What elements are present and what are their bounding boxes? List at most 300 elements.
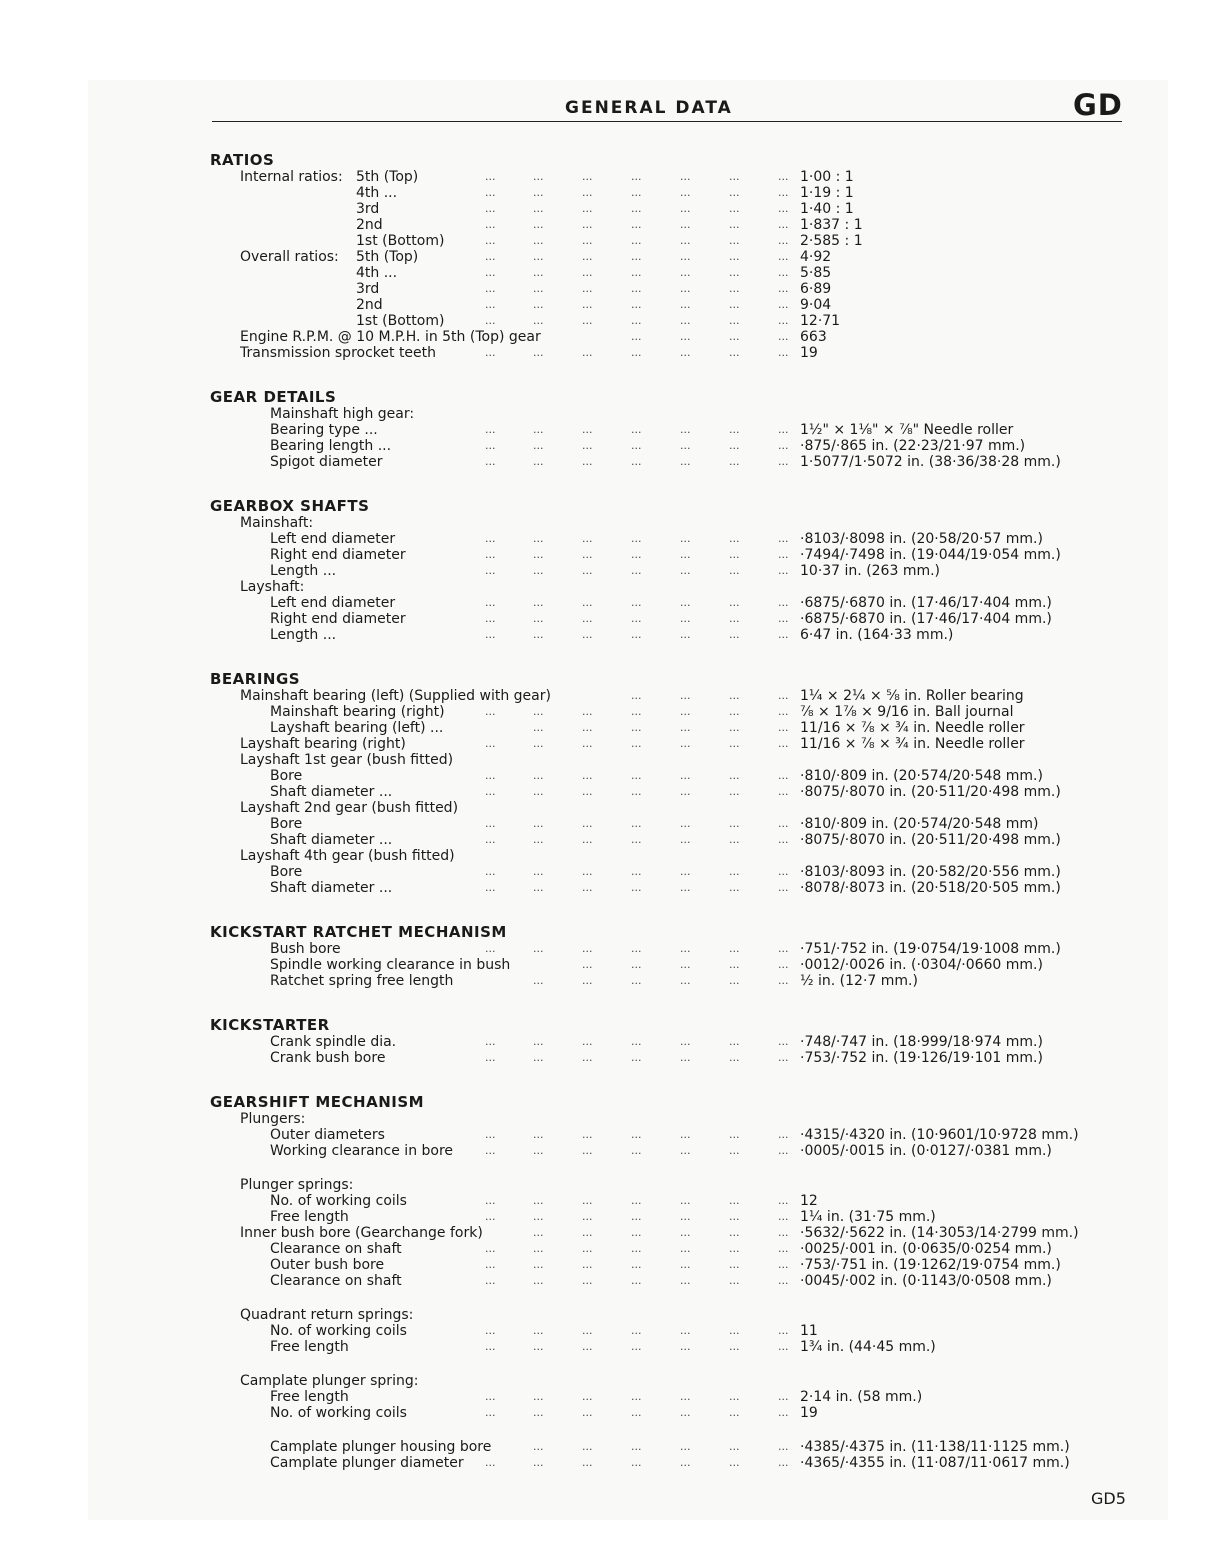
leader-dots: ...	[485, 282, 496, 295]
leader-dots: ...	[631, 596, 642, 609]
spec-row	[210, 1034, 1110, 1050]
spec-label: Layshaft bearing (right)	[240, 736, 406, 752]
leader-dots: ...	[631, 250, 642, 263]
leader-dots: ...	[485, 532, 496, 545]
spec-row	[210, 1177, 1110, 1193]
spec-label: Ratchet spring free length	[270, 973, 454, 989]
leader-dots: ...	[778, 769, 789, 782]
leader-dots: ...	[485, 548, 496, 561]
leader-dots: ...	[485, 881, 496, 894]
leader-dots: ...	[485, 705, 496, 718]
spec-row	[210, 800, 1110, 816]
spec-label: 4th ...	[356, 185, 398, 201]
leader-dots: ...	[582, 737, 593, 750]
leader-dots: ...	[778, 282, 789, 295]
leader-dots: ...	[631, 1456, 642, 1469]
leader-dots: ...	[582, 817, 593, 830]
leader-dots: ...	[533, 439, 544, 452]
leader-dots: ...	[680, 1406, 691, 1419]
spec-row	[210, 563, 1110, 579]
spec-row	[210, 1455, 1110, 1471]
leader-dots: ...	[680, 596, 691, 609]
leader-dots: ...	[533, 314, 544, 327]
leader-dots: ...	[485, 865, 496, 878]
spec-label: Free length	[270, 1209, 349, 1225]
leader-dots: ...	[533, 186, 544, 199]
leader-dots: ...	[778, 330, 789, 343]
spec-value: 1·5077/1·5072 in. (38·36/38·28 mm.)	[800, 454, 1061, 470]
leader-dots: ...	[729, 1258, 740, 1271]
leader-dots: ...	[778, 1406, 789, 1419]
leader-dots: ...	[680, 737, 691, 750]
leader-dots: ...	[485, 1274, 496, 1287]
spec-row	[210, 941, 1110, 957]
spec-row	[210, 720, 1110, 736]
leader-dots: ...	[533, 266, 544, 279]
leader-dots: ...	[485, 186, 496, 199]
spec-row	[210, 768, 1110, 784]
spec-value: 6·47 in. (164·33 mm.)	[800, 627, 954, 643]
spec-label: Outer diameters	[270, 1127, 385, 1143]
leader-dots: ...	[533, 532, 544, 545]
spec-value: 1½" × 1⅛" × ⅞" Needle roller	[800, 422, 1014, 438]
leader-dots: ...	[533, 234, 544, 247]
leader-dots: ...	[729, 958, 740, 971]
leader-dots: ...	[631, 628, 642, 641]
section-heading: RATIOS	[210, 151, 275, 169]
leader-dots: ...	[485, 170, 496, 183]
leader-dots: ...	[582, 234, 593, 247]
leader-dots: ...	[582, 314, 593, 327]
leader-dots: ...	[778, 455, 789, 468]
spec-row	[210, 1389, 1110, 1405]
section-heading: GEAR DETAILS	[210, 388, 337, 406]
spec-label: Mainshaft high gear:	[270, 406, 415, 422]
leader-dots: ...	[680, 250, 691, 263]
spec-value: ·751/·752 in. (19·0754/19·1008 mm.)	[800, 941, 1061, 957]
row-gap	[210, 1289, 1110, 1307]
leader-dots: ...	[631, 1324, 642, 1337]
leader-dots: ...	[631, 439, 642, 452]
leader-dots: ...	[680, 1051, 691, 1064]
spec-label: Transmission sprocket teeth	[240, 345, 437, 361]
section-gap	[210, 896, 1110, 924]
leader-dots: ...	[533, 1051, 544, 1064]
leader-dots: ...	[485, 769, 496, 782]
spec-label: Bush bore	[270, 941, 341, 957]
section-gap	[210, 989, 1110, 1017]
leader-dots: ...	[729, 314, 740, 327]
spec-value: 1·00 : 1	[800, 169, 854, 185]
page-number: GD5	[1091, 1489, 1126, 1508]
leader-dots: ...	[729, 1226, 740, 1239]
leader-dots: ...	[533, 564, 544, 577]
spec-label: Camplate plunger housing bore	[270, 1439, 492, 1455]
leader-dots: ...	[680, 1258, 691, 1271]
leader-dots: ...	[729, 1456, 740, 1469]
leader-dots: ...	[729, 234, 740, 247]
leader-dots: ...	[485, 817, 496, 830]
leader-dots: ...	[631, 1258, 642, 1271]
spec-label: Spigot diameter	[270, 454, 383, 470]
spec-label: Engine R.P.M. @ 10 M.P.H. in 5th (Top) gear	[240, 329, 541, 345]
spec-value: 2·585 : 1	[800, 233, 863, 249]
spec-row	[210, 1193, 1110, 1209]
spec-value: ·6875/·6870 in. (17·46/17·404 mm.)	[800, 595, 1052, 611]
leader-dots: ...	[680, 423, 691, 436]
spec-label: Bore	[270, 864, 303, 880]
leader-dots: ...	[533, 1406, 544, 1419]
spec-label: No. of working coils	[270, 1323, 407, 1339]
section-gap	[210, 1066, 1110, 1094]
leader-dots: ...	[533, 202, 544, 215]
leader-dots: ...	[680, 1274, 691, 1287]
section-heading: GEARSHIFT MECHANISM	[210, 1093, 425, 1111]
spec-row	[210, 595, 1110, 611]
spec-value: 1·837 : 1	[800, 217, 863, 233]
leader-dots: ...	[680, 548, 691, 561]
leader-dots: ...	[582, 564, 593, 577]
spec-value: 1·19 : 1	[800, 185, 854, 201]
spec-label: 2nd	[356, 217, 383, 233]
spec-row	[210, 579, 1110, 595]
spec-row	[210, 816, 1110, 832]
leader-dots: ...	[729, 282, 740, 295]
leader-dots: ...	[631, 423, 642, 436]
leader-dots: ...	[680, 218, 691, 231]
leader-dots: ...	[582, 974, 593, 987]
leader-dots: ...	[729, 250, 740, 263]
spec-row	[210, 1050, 1110, 1066]
spec-value: 10·37 in. (263 mm.)	[800, 563, 941, 579]
leader-dots: ...	[729, 202, 740, 215]
leader-dots: ...	[631, 721, 642, 734]
leader-dots: ...	[729, 1128, 740, 1141]
spec-label: No. of working coils	[270, 1405, 407, 1421]
leader-dots: ...	[778, 548, 789, 561]
leader-dots: ...	[680, 266, 691, 279]
spec-row	[210, 438, 1110, 454]
spec-value: ·0025/·001 in. (0·0635/0·0254 mm.)	[800, 1241, 1052, 1257]
leader-dots: ...	[485, 250, 496, 263]
leader-dots: ...	[631, 833, 642, 846]
spec-row	[210, 297, 1110, 313]
leader-dots: ...	[729, 1390, 740, 1403]
spec-row	[210, 345, 1110, 361]
spec-row	[210, 1209, 1110, 1225]
leader-dots: ...	[778, 689, 789, 702]
spec-label: Quadrant return springs:	[240, 1307, 414, 1323]
leader-dots: ...	[485, 218, 496, 231]
spec-label: Left end diameter	[270, 531, 396, 547]
leader-dots: ...	[533, 250, 544, 263]
leader-dots: ...	[582, 1194, 593, 1207]
spec-value: 1¼ × 2¼ × ⅝ in. Roller bearing	[800, 688, 1024, 704]
leader-dots: ...	[582, 612, 593, 625]
leader-dots: ...	[778, 1390, 789, 1403]
leader-dots: ...	[533, 721, 544, 734]
spec-value: ⅞ × 1⅞ × 9/16 in. Ball journal	[800, 704, 1014, 720]
leader-dots: ...	[680, 564, 691, 577]
spec-value: ·8075/·8070 in. (20·511/20·498 mm.)	[800, 784, 1061, 800]
leader-dots: ...	[582, 1242, 593, 1255]
leader-dots: ...	[533, 170, 544, 183]
spec-value: 11/16 × ⅞ × ¾ in. Needle roller	[800, 736, 1025, 752]
leader-dots: ...	[631, 234, 642, 247]
leader-dots: ...	[533, 1242, 544, 1255]
spec-row	[210, 752, 1110, 768]
leader-dots: ...	[680, 942, 691, 955]
leader-dots: ...	[533, 298, 544, 311]
leader-dots: ...	[729, 564, 740, 577]
spec-row	[210, 704, 1110, 720]
spec-row	[210, 265, 1110, 281]
leader-dots: ...	[778, 628, 789, 641]
leader-dots: ...	[680, 769, 691, 782]
spec-label: Layshaft bearing (left) ...	[270, 720, 444, 736]
leader-dots: ...	[485, 1035, 496, 1048]
leader-dots: ...	[778, 266, 789, 279]
leader-dots: ...	[729, 455, 740, 468]
leader-dots: ...	[582, 170, 593, 183]
spec-label: Mainshaft bearing (right)	[270, 704, 445, 720]
leader-dots: ...	[582, 1210, 593, 1223]
leader-dots: ...	[631, 330, 642, 343]
leader-dots: ...	[680, 881, 691, 894]
leader-dots: ...	[582, 1340, 593, 1353]
leader-dots: ...	[533, 1456, 544, 1469]
spec-value: 12	[800, 1193, 818, 1209]
leader-dots: ...	[631, 170, 642, 183]
leader-dots: ...	[778, 881, 789, 894]
leader-dots: ...	[680, 958, 691, 971]
spec-label: Outer bush bore	[270, 1257, 385, 1273]
leader-dots: ...	[778, 1210, 789, 1223]
leader-dots: ...	[582, 1128, 593, 1141]
spec-label: Camplate plunger diameter	[270, 1455, 464, 1471]
leader-dots: ...	[729, 266, 740, 279]
leader-dots: ...	[582, 218, 593, 231]
leader-dots: ...	[778, 974, 789, 987]
spec-label: 3rd	[356, 281, 380, 297]
leader-dots: ...	[778, 202, 789, 215]
spec-label: Mainshaft:	[240, 515, 314, 531]
spec-label: Layshaft:	[240, 579, 305, 595]
spec-label: Shaft diameter ...	[270, 880, 393, 896]
section-heading: GEARBOX SHAFTS	[210, 497, 370, 515]
spec-label: Shaft diameter ...	[270, 832, 393, 848]
leader-dots: ...	[631, 612, 642, 625]
leader-dots: ...	[631, 532, 642, 545]
leader-dots: ...	[680, 1194, 691, 1207]
spec-prefix: Overall ratios:	[240, 249, 339, 265]
leader-dots: ...	[582, 881, 593, 894]
spec-label: Crank spindle dia.	[270, 1034, 397, 1050]
leader-dots: ...	[729, 833, 740, 846]
leader-dots: ...	[533, 705, 544, 718]
leader-dots: ...	[485, 596, 496, 609]
leader-dots: ...	[485, 785, 496, 798]
spec-label: Inner bush bore (Gearchange fork)	[240, 1225, 483, 1241]
leader-dots: ...	[631, 1194, 642, 1207]
leader-dots: ...	[631, 865, 642, 878]
leader-dots: ...	[729, 439, 740, 452]
spec-label: Bore	[270, 768, 303, 784]
spec-value: 19	[800, 1405, 818, 1421]
leader-dots: ...	[680, 705, 691, 718]
leader-dots: ...	[631, 1340, 642, 1353]
leader-dots: ...	[582, 1324, 593, 1337]
leader-dots: ...	[485, 439, 496, 452]
leader-dots: ...	[485, 346, 496, 359]
spec-value: 12·71	[800, 313, 841, 329]
leader-dots: ...	[582, 1258, 593, 1271]
leader-dots: ...	[533, 1324, 544, 1337]
leader-dots: ...	[533, 548, 544, 561]
leader-dots: ...	[778, 1035, 789, 1048]
spec-row	[210, 249, 1110, 265]
leader-dots: ...	[680, 1128, 691, 1141]
leader-dots: ...	[485, 423, 496, 436]
leader-dots: ...	[631, 881, 642, 894]
leader-dots: ...	[631, 564, 642, 577]
leader-dots: ...	[582, 958, 593, 971]
leader-dots: ...	[631, 689, 642, 702]
spec-row	[210, 217, 1110, 233]
spec-row	[210, 864, 1110, 880]
leader-dots: ...	[778, 1340, 789, 1353]
leader-dots: ...	[631, 705, 642, 718]
spec-label: Bore	[270, 816, 303, 832]
spec-row	[210, 547, 1110, 563]
spec-value: ·748/·747 in. (18·999/18·974 mm.)	[800, 1034, 1043, 1050]
leader-dots: ...	[582, 298, 593, 311]
section-gap	[210, 361, 1110, 389]
leader-dots: ...	[582, 1035, 593, 1048]
leader-dots: ...	[680, 202, 691, 215]
leader-dots: ...	[680, 298, 691, 311]
leader-dots: ...	[485, 1242, 496, 1255]
leader-dots: ...	[680, 1144, 691, 1157]
spec-label: Length ...	[270, 563, 337, 579]
leader-dots: ...	[680, 628, 691, 641]
leader-dots: ...	[631, 817, 642, 830]
spec-value: ·8078/·8073 in. (20·518/20·505 mm.)	[800, 880, 1061, 896]
leader-dots: ...	[485, 1210, 496, 1223]
spec-label: 1st (Bottom)	[356, 313, 445, 329]
leader-dots: ...	[631, 346, 642, 359]
leader-dots: ...	[729, 689, 740, 702]
spec-row	[210, 201, 1110, 217]
leader-dots: ...	[778, 218, 789, 231]
leader-dots: ...	[485, 1406, 496, 1419]
leader-dots: ...	[582, 1390, 593, 1403]
leader-dots: ...	[729, 817, 740, 830]
row-gap	[210, 1421, 1110, 1439]
leader-dots: ...	[533, 1390, 544, 1403]
spec-value: 6·89	[800, 281, 832, 297]
spec-value: 2·14 in. (58 mm.)	[800, 1389, 923, 1405]
leader-dots: ...	[485, 1194, 496, 1207]
leader-dots: ...	[533, 1258, 544, 1271]
leader-dots: ...	[778, 564, 789, 577]
leader-dots: ...	[680, 1440, 691, 1453]
leader-dots: ...	[729, 721, 740, 734]
leader-dots: ...	[582, 1144, 593, 1157]
spec-value: 19	[800, 345, 818, 361]
leader-dots: ...	[485, 298, 496, 311]
leader-dots: ...	[582, 833, 593, 846]
leader-dots: ...	[582, 1051, 593, 1064]
leader-dots: ...	[778, 785, 789, 798]
leader-dots: ...	[778, 1051, 789, 1064]
leader-dots: ...	[631, 266, 642, 279]
spec-label: Free length	[270, 1339, 349, 1355]
spec-value: 1¼ in. (31·75 mm.)	[800, 1209, 936, 1225]
leader-dots: ...	[582, 346, 593, 359]
leader-dots: ...	[485, 833, 496, 846]
leader-dots: ...	[729, 1274, 740, 1287]
leader-dots: ...	[680, 532, 691, 545]
leader-dots: ...	[582, 628, 593, 641]
leader-dots: ...	[582, 942, 593, 955]
leader-dots: ...	[631, 1274, 642, 1287]
leader-dots: ...	[485, 612, 496, 625]
leader-dots: ...	[778, 1440, 789, 1453]
leader-dots: ...	[631, 1242, 642, 1255]
spec-row	[210, 688, 1110, 704]
leader-dots: ...	[729, 1144, 740, 1157]
leader-dots: ...	[631, 785, 642, 798]
leader-dots: ...	[729, 1194, 740, 1207]
leader-dots: ...	[778, 705, 789, 718]
leader-dots: ...	[778, 1456, 789, 1469]
spec-row	[210, 611, 1110, 627]
leader-dots: ...	[680, 817, 691, 830]
leader-dots: ...	[778, 346, 789, 359]
leader-dots: ...	[485, 942, 496, 955]
leader-dots: ...	[582, 282, 593, 295]
leader-dots: ...	[533, 833, 544, 846]
spec-label: Camplate plunger spring:	[240, 1373, 419, 1389]
leader-dots: ...	[680, 1390, 691, 1403]
leader-dots: ...	[631, 202, 642, 215]
spec-label: 2nd	[356, 297, 383, 313]
leader-dots: ...	[582, 439, 593, 452]
spec-label: Free length	[270, 1389, 349, 1405]
leader-dots: ...	[582, 769, 593, 782]
spec-value: ·875/·865 in. (22·23/21·97 mm.)	[800, 438, 1026, 454]
spec-row	[210, 406, 1110, 422]
spec-row	[210, 832, 1110, 848]
leader-dots: ...	[533, 769, 544, 782]
leader-dots: ...	[485, 1340, 496, 1353]
leader-dots: ...	[729, 346, 740, 359]
leader-dots: ...	[729, 330, 740, 343]
section-code: GD	[1073, 88, 1123, 122]
spec-row	[210, 1323, 1110, 1339]
leader-dots: ...	[729, 218, 740, 231]
leader-dots: ...	[485, 1051, 496, 1064]
leader-dots: ...	[729, 865, 740, 878]
leader-dots: ...	[631, 942, 642, 955]
spec-value: ·5632/·5622 in. (14·3053/14·2799 mm.)	[800, 1225, 1079, 1241]
leader-dots: ...	[582, 266, 593, 279]
leader-dots: ...	[729, 881, 740, 894]
leader-dots: ...	[631, 282, 642, 295]
spec-row	[210, 329, 1110, 345]
leader-dots: ...	[631, 1128, 642, 1141]
